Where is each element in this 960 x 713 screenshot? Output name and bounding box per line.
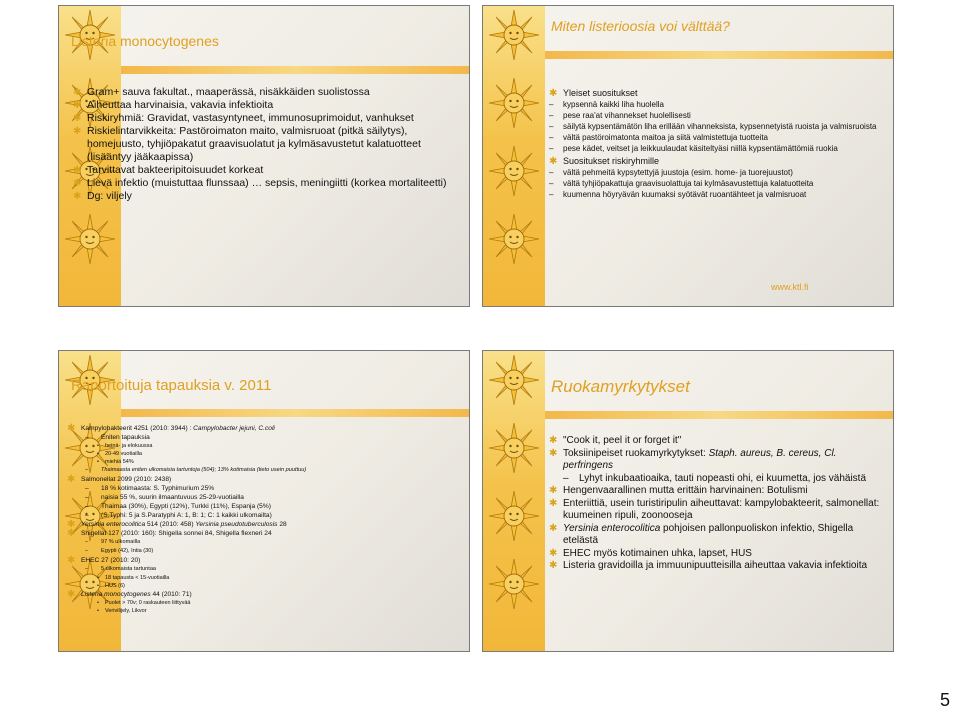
sun-icon	[65, 214, 115, 264]
list-subitem: – vältä tyhjiöpakattuja graavisuolattuja tai kylmäsavustettuja kalatuotteita	[549, 179, 814, 188]
list-item: ✱ Yersinia enterocolitica pohjoisen pallonpuoliskon infektio, Shigella etelästä	[549, 522, 854, 546]
slide-title: Ruokamyrkytykset	[551, 377, 690, 396]
sun-icon	[489, 423, 539, 473]
list-subitem: – vältä pastöroimatonta maitoa ja siitä valmistettuja tuotteita	[549, 133, 768, 142]
list-item: ✱ Suositukset riskiryhmille	[549, 156, 660, 167]
list-item: ✱ Hengenvaarallinen mutta erittäin harvinainen: Botulismi	[549, 485, 808, 496]
title-band	[545, 411, 893, 419]
sun-icon	[489, 355, 539, 405]
sun-icon	[489, 78, 539, 128]
sun-icon	[489, 214, 539, 264]
slide-title: Raportoituja tapauksia v. 2011	[71, 377, 272, 394]
list-subitem: • 18 tapausta < 15-vuotiailla	[97, 575, 170, 581]
list-subitem: – Thaimaa (30%), Egypti (12%), Turkki (11%), Espanja (5%)	[85, 503, 271, 510]
list-item: ✱ Dg: viljely	[73, 190, 132, 202]
list-item: ✱ Listeria gravidoilla ja immuunipuutteisilla aiheuttaa vakavia infektioita	[549, 560, 868, 571]
list-item: ✱ Yersinia enterocolitica 514 (2010: 458) Yersinia pseudotuberculosis 28	[67, 519, 287, 530]
slide-title: Miten listerioosia voi välttää?	[551, 18, 730, 34]
list-item: ✱ Shigellat 127 (2010: 160): Shigella sonnei 84, Shigella flexneri 24	[67, 528, 272, 539]
list-subitem: • Puolet > 70v; 0 raskauteen liittyvää	[97, 600, 191, 606]
list-subitem: – Lyhyt inkubaatioaika, tauti nopeasti ohi, ei kuumetta, jos vähäistä	[563, 472, 867, 484]
slide-food-poisoning	[482, 350, 894, 652]
star-bullet-icon: ✱	[549, 435, 558, 446]
slide-reported-cases	[58, 350, 470, 652]
list-item: ✱ Riskielintarvikkeita: Pastöroimaton maito, valmisruoat (pitkä säilytys), homejuusto, tyhjiöpakatut graavisuolatut ja kylmäsavustetut kalatuotteet (lisääntyy jääkaapissa)	[73, 125, 421, 163]
case-list	[67, 424, 459, 615]
poisoning-list	[549, 435, 883, 573]
star-bullet-icon: ✱	[67, 555, 76, 566]
list-item: ✱ Toksiinipeiset ruokamyrkytykset: Staph. aureus, B. cereus, Cl. perfringens	[549, 447, 837, 471]
bullet-list	[73, 86, 459, 203]
sun-icon	[489, 559, 539, 609]
title-band	[545, 51, 893, 59]
star-bullet-icon: ✱	[73, 165, 82, 176]
list-item: ✱ Lievä infektio (muistuttaa flunssaa) … sepsis, meningiitti (korkea mortaliteetti)	[73, 177, 447, 189]
list-subitem: • miehiä 54%	[97, 459, 134, 465]
list-item: ✱ Yleiset suositukset	[549, 88, 638, 99]
list-item: ✱ "Cook it, peel it or forget it"	[549, 435, 682, 446]
sun-icon	[489, 146, 539, 196]
list-subitem: – (S.Typhi: 5 ja S.Paratyphi A: 1, B: 1; C: 1 kaikki ulkomailta)	[85, 512, 272, 519]
star-bullet-icon: ✱	[549, 522, 558, 534]
list-subitem: – kypsennä kaikki liha huolella	[549, 100, 664, 109]
sun-icon	[489, 10, 539, 60]
list-subitem: – Eniten tapauksia	[85, 434, 150, 441]
star-bullet-icon: ✱	[67, 519, 76, 530]
star-bullet-icon: ✱	[67, 423, 76, 434]
list-subitem: • Verivilijely, Likvor	[97, 608, 147, 614]
star-bullet-icon: ✱	[549, 560, 558, 571]
list-subitem: – Thaimaasta eniten ulkomaisia tartuntoja (504); 13% kotimaisia (tieto usein puuttuu)	[85, 467, 307, 473]
list-subitem: – 97 % ulkomailla	[85, 539, 141, 545]
source-url: www.ktl.fi	[771, 282, 809, 292]
sun-icon	[489, 491, 539, 541]
list-subitem: – kuumenna höyryävän kuumaksi syötävät ruoantähteet ja valmisruoat	[549, 190, 807, 199]
list-item: ✱ Aiheuttaa harvinaisia, vakavia infektioita	[73, 99, 274, 111]
list-item: ✱ EHEC myös kotimainen uhka, lapset, HUS	[549, 547, 752, 559]
list-item: ✱ Listeria monocytogenes 44 (2010: 71)	[67, 589, 192, 600]
list-item: ✱ Enteriittiä, usein turistiripulin aiheuttavat: kampylobakteerit, salmonellat: kuumeinen ripuli, zoonooseja	[549, 497, 880, 521]
star-bullet-icon: ✱	[73, 113, 82, 124]
slide-listeria	[58, 5, 470, 307]
star-bullet-icon: ✱	[549, 485, 558, 496]
star-bullet-icon: ✱	[73, 100, 82, 111]
slide-title: Listeria monocytogenes	[71, 33, 219, 49]
list-subitem: – Egypti (42), Intia (30)	[85, 548, 154, 554]
star-bullet-icon: ✱	[73, 178, 82, 189]
page-number: 5	[940, 690, 951, 710]
star-bullet-icon: ✱	[549, 547, 558, 559]
slide-prevention	[482, 5, 894, 307]
list-item: ✱ Gram+ sauva fakultat., maaperässä, nisäkkäiden suolistossa	[73, 86, 370, 98]
title-band	[121, 66, 469, 74]
star-bullet-icon: ✱	[549, 497, 558, 509]
star-bullet-icon: ✱	[73, 87, 82, 98]
list-subitem: • heinä- ja elokuussa	[97, 443, 153, 449]
list-subitem: – naisia 55 %, suurin ilmaantuvuus 25-29-vuotiailla	[85, 494, 244, 501]
list-subitem: – säilytä kypsentämätön liha erillään vihanneksista, kypsennetyistä ruoista ja valmisruoista	[549, 122, 877, 131]
star-bullet-icon: ✱	[67, 589, 76, 600]
recommendation-list	[549, 88, 883, 200]
list-item: ✱ Riskiryhmiä: Gravidat, vastasyntyneet, immunosuprimoidut, vanhukset	[73, 112, 414, 124]
list-item: ✱ EHEC 27 (2010: 20)	[67, 555, 141, 566]
star-bullet-icon: ✱	[549, 447, 558, 459]
list-subitem: – pese raa'at vihannekset huolellisesti	[549, 111, 691, 120]
list-subitem: – 5 ulkomaista tartuntaa	[85, 566, 157, 572]
star-bullet-icon: ✱	[549, 88, 558, 99]
list-subitem: – 18 % kotimaasta: S. Typhimurium 25%	[85, 485, 215, 492]
list-subitem: – pese kädet, veitset ja leikkuulaudat käsiteltyäsi niillä kypsentämättömiä ruokia	[549, 144, 838, 153]
star-bullet-icon: ✱	[67, 528, 76, 539]
list-item: ✱ Salmonellat 2099 (2010: 2438)	[67, 474, 172, 485]
star-bullet-icon: ✱	[67, 474, 76, 485]
star-bullet-icon: ✱	[549, 156, 558, 167]
star-bullet-icon: ✱	[73, 191, 82, 202]
title-band	[121, 409, 469, 417]
list-subitem: • HUS (6)	[97, 583, 125, 589]
star-bullet-icon: ✱	[73, 126, 82, 137]
list-subitem: • 20-49 vuotiailla	[97, 451, 142, 457]
list-subitem: – vältä pehmeitä kypsytettyjä juustoja (esim. home- ja tuorejuustot)	[549, 168, 793, 177]
list-item: ✱ Tarvittavat bakteeripitoisuudet korkeat	[73, 164, 264, 176]
list-item: ✱ Kampylobakteerit 4251 (2010: 3944) : Campylobacter jejuni, C.coli	[67, 423, 275, 434]
